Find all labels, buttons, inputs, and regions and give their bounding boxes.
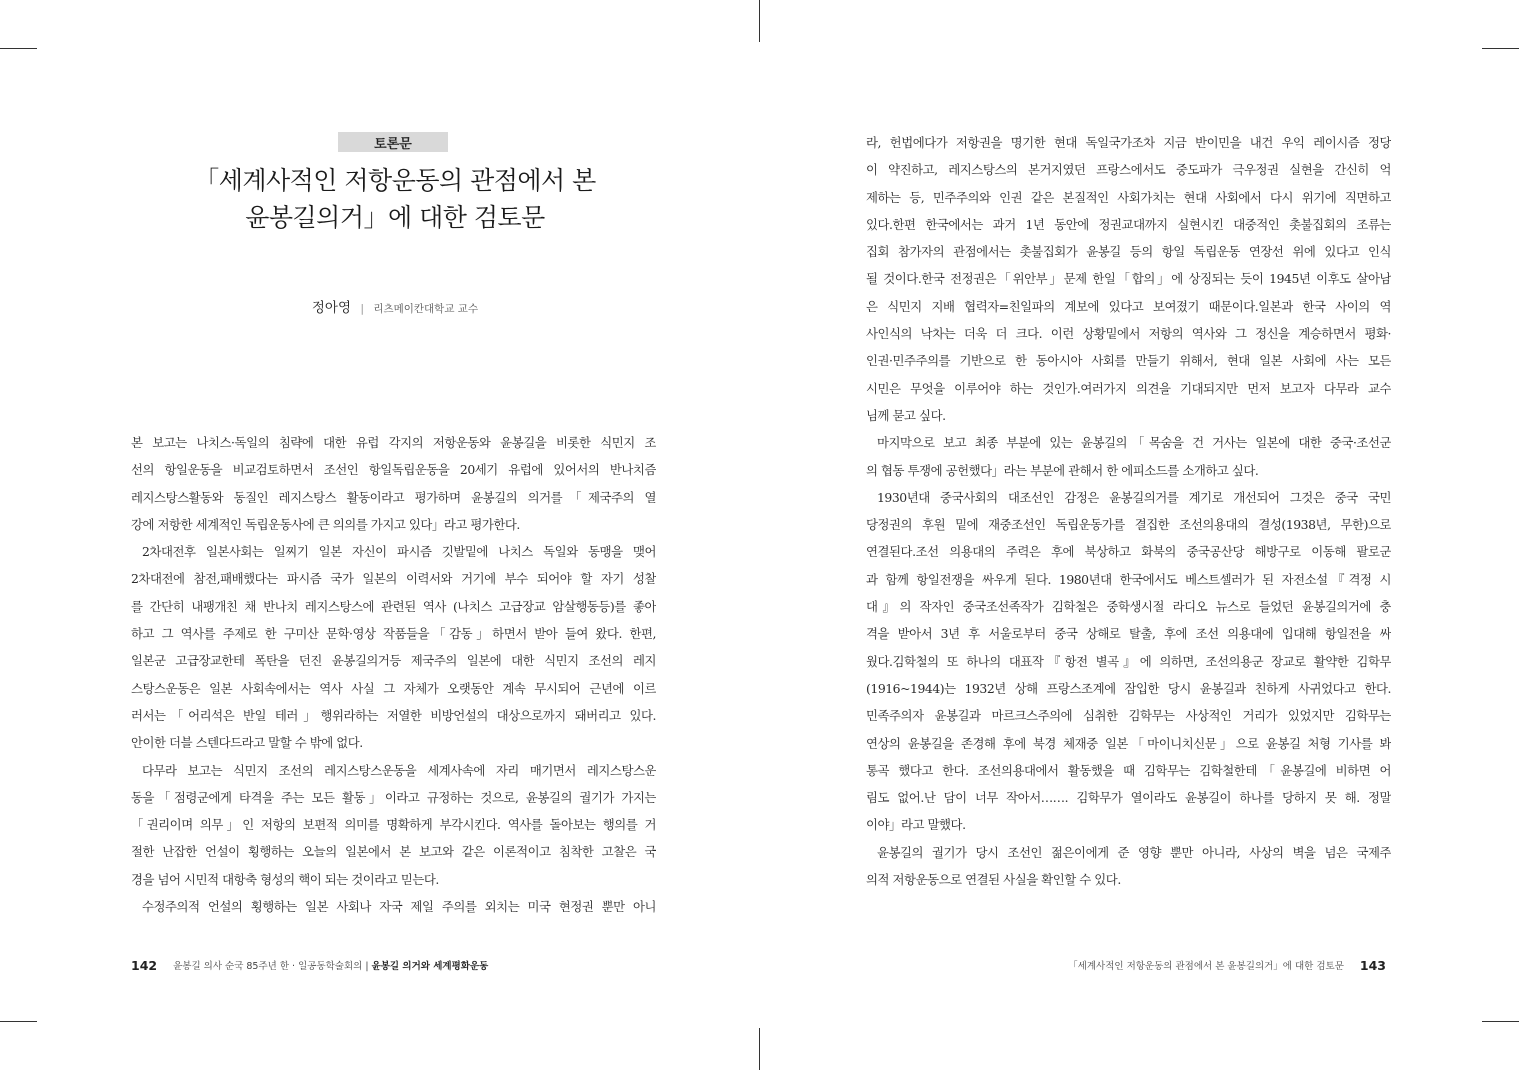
footer-conference-title: 윤봉길 의거와 세계평화운동 [371,961,489,972]
body-line: 있다.한편 한국에서는 과거 1년 동안에 정권교대까지 실현시킨 대중적인 촛불집회의 조류는 [866,216,1391,232]
body-line: 연결된다.조선 의용대의 주력은 후에 북상하고 화북의 중국공산당 해방구로 이동해 팔로군 [866,544,1391,560]
left-footer [131,957,488,973]
crop-mark [0,1021,37,1022]
body-line: (1916~1944)는 1932년 상해 프랑스조계에 잠입한 당시 윤봉길과 친하게 사귀었다고 한다. [866,680,1391,696]
body-line: 마지막으로 보고 최종 부분에 있는 윤봉길의「목숨을 건 거사는 일본에 대한 중국·조선군 [877,435,1391,451]
body-line: 러서는「어리석은 반일 테러」행위라하는 저열한 비방언설의 대상으로까지 돼버리고 있다. [131,707,656,723]
body-line: 안이한 더블 스텐다드라고 말할 수 밖에 없다. [131,735,363,751]
crop-mark [0,48,37,49]
body-line: 1930년대 중국사회의 대조선인 감정은 윤봉길의거를 계기로 개선되어 그것은 중국 국민 [877,489,1391,505]
body-line: 님께 묻고 싶다. [866,407,946,423]
body-line: 연상의 윤봉길을 존경해 후에 북경 체재중 일본「마이니치신문」으로 윤봉길 처형 기사를 봐 [866,735,1391,751]
body-line: 과 함께 항일전쟁을 싸우게 된다. 1980년대 한국에서도 베스트셀러가 된 자전소설『격정 시 [866,571,1391,587]
body-line: 대』의 작자인 중국조선족작가 김학철은 중학생시절 라디오 뉴스로 들었던 윤봉길의거에 충 [866,599,1391,615]
author-name: 정아영 [311,300,352,316]
body-line: 의적 저항운동으로 연결된 사실을 확인할 수 있다. [866,872,1121,888]
body-line: 경을 넘어 시민적 대항축 형성의 핵이 되는 것이라고 믿는다. [131,871,439,887]
body-line: 당정권의 후원 밑에 재중조선인 독립운동가를 결집한 조선의용대의 결성(1938년, 무한)으로 [866,517,1391,533]
body-line: 제하는 등, 민주주의와 인권 같은 본질적인 사회가치는 현대 사회에서 다시 위기에 직면하고 [866,189,1391,205]
body-line: 2차대전에 참전,패배했다는 파시즘 국가 일본의 이력서와 거기에 부수 되어야 할 자기 성찰 [131,571,656,587]
body-line: 2차대전후 일본사회는 일찌기 일본 자신이 파시즘 깃발밑에 나치스 독일와 동맹을 맺어 [142,544,656,560]
author-affiliation: 리츠메이칸대학교 교수 [373,303,479,315]
author-separator: | [360,302,365,315]
left-body-text [131,429,656,920]
body-line: 은 식민지 지배 협력자=친일파의 계보에 있다고 보여졌기 때문이다.일본과 한국 사이의 역 [866,298,1391,314]
article-title-line: 윤봉길의거」에 대한 검토문 [245,203,545,232]
body-line: 스탕스운동은 일본 사회속에서는 역사 사실 그 자체가 오랫동안 계속 무시되어 근년에 이르 [131,680,656,696]
body-line: 인권·민주주의를 기반으로 한 동아시아 사회를 만들기 위해서, 현대 일본 사회에 사는 모든 [866,353,1391,369]
section-label: 토론문 [338,132,448,152]
article-title [130,162,660,236]
body-line: 수정주의적 언설의 횡행하는 일본 사회나 자국 제일 주의를 외치는 미국 현정권 뿐만 아니 [142,899,656,915]
body-line: 를 간단히 내팽개친 채 반나치 레지스탕스에 관련된 역사 (나치스 고급장교 암살행동등)를 좋아 [131,598,656,614]
body-line: 통곡 했다고 한다. 조선의용대에서 활동했을 때 김학무는 김학철한테「윤봉길에 비하면 어 [866,762,1391,778]
page-number-right: 143 [1359,957,1386,973]
body-line: 본 보고는 나치스·독일의 침략에 대한 유럽 각지의 저항운동와 윤봉길을 비롯한 식민지 조 [131,435,656,450]
body-line: 민족주의자 윤봉길과 마르크스주의에 심취한 김학무는 사상적인 거리가 있었지만 김학무는 [866,708,1391,724]
article-title-line: 「세계사적인 저항운동의 관점에서 본 [194,166,596,195]
right-body-text [866,129,1391,893]
body-line: 절한 난잡한 언설이 횡행하는 오늘의 일본에서 본 보고와 같은 이론적이고 침착한 고찰은 국 [131,844,656,860]
page-number-left: 142 [131,957,158,973]
body-line: 집회 참가자의 관점에서는 촛불집회가 윤봉길 등의 항일 독립운동 연장선 위에 있다고 인식 [866,244,1391,260]
body-line: 하고 그 역사를 주제로 한 구미산 문학·영상 작품들을「감동」하면서 받아 들여 왔다. 한편, [131,626,656,642]
right-footer [1068,957,1386,973]
body-line: 의 협동 투쟁에 공헌했다」라는 부분에 관해서 한 에피소드를 소개하고 싶다. [866,462,1259,478]
body-line: 일본군 고급장교한테 폭탄을 던진 윤봉길의거등 제국주의 일본에 대한 식민지 조선의 레지 [131,653,656,669]
crop-mark [759,1028,760,1070]
crop-mark [1482,48,1519,49]
footer-article-title: 「세계사적인 저항운동의 관점에서 본 윤봉길의거」에 대한 검토문 [1068,961,1344,972]
crop-mark [1482,1021,1519,1022]
body-line: 이야」라고 말했다. [866,817,966,833]
body-line: 림도 없어.난 담이 너무 작아서……. 김학무가 열이라도 윤봉길이 하나를 당하지 못 해. 정말 [866,790,1391,806]
body-line: 격을 받아서 3년 후 서울로부터 중국 상해로 탈출, 후에 조선 의용대에 입대해 항일전을 싸 [866,626,1391,642]
footer-conference-text: 윤봉길 의사 순국 85주년 한 · 일공동학술회의 | [173,961,369,972]
body-line: 사인식의 낙차는 더욱 더 크다. 이런 상황밑에서 저항의 역사와 그 정신을 계승하면서 평화· [866,326,1391,342]
body-line: 「권리이며 의무」인 저항의 보편적 의미를 명확하게 부각시킨다. 역사를 돌아보는 행의를 거 [131,817,656,833]
body-line: 강에 저항한 세계적인 독립운동사에 큰 의의를 가지고 있다」라고 평가한다. [131,516,520,532]
body-line: 동을「점령군에게 타격을 주는 모든 활동」이라고 규정하는 것으로, 윤봉길의 궐기가 가지는 [131,789,656,805]
body-line: 라, 헌법에다가 저항권을 명기한 현대 독일국가조차 지금 반이민을 내건 우익 레이시즘 정당 [866,135,1391,150]
author-line [130,296,660,316]
body-line: 선의 항일운동을 비교검토하면서 조선인 항일독립운동을 20세기 유럽에 있어서의 반나치즘 [131,462,656,478]
body-line: 이 약진하고, 레지스탕스의 본거지였던 프랑스에서도 중도파가 극우정권 실현을 간신히 억 [866,162,1391,178]
body-line: 웠다.김학철의 또 하나의 대표작『항전 별곡』에 의하면, 조선의용군 장교로 활약한 김학무 [866,653,1391,669]
body-line: 다무라 보고는 식민지 조선의 레지스탕스운동을 세계사속에 자리 매기면서 레지스탕스운 [142,762,656,778]
body-line: 될 것이다.한국 전정권은「위안부」문제 한일「합의」에 상징되는 듯이 1945년 이후도 살아남 [866,271,1391,287]
crop-mark [759,0,760,42]
body-line: 레지스탕스활동와 동질인 레지스탕스 활동이라고 평가하며 윤봉길의 의거를「제국주의 열 [131,489,656,505]
body-line: 시민은 무엇을 이루어야 하는 것인가.여러가지 의견을 기대되지만 먼저 보고자 다무라 교수 [866,380,1391,396]
body-line: 윤봉길의 궐기가 당시 조선인 젊은이에게 준 영향 뿐만 아니라, 사상의 벽을 넘은 국제주 [877,844,1391,860]
